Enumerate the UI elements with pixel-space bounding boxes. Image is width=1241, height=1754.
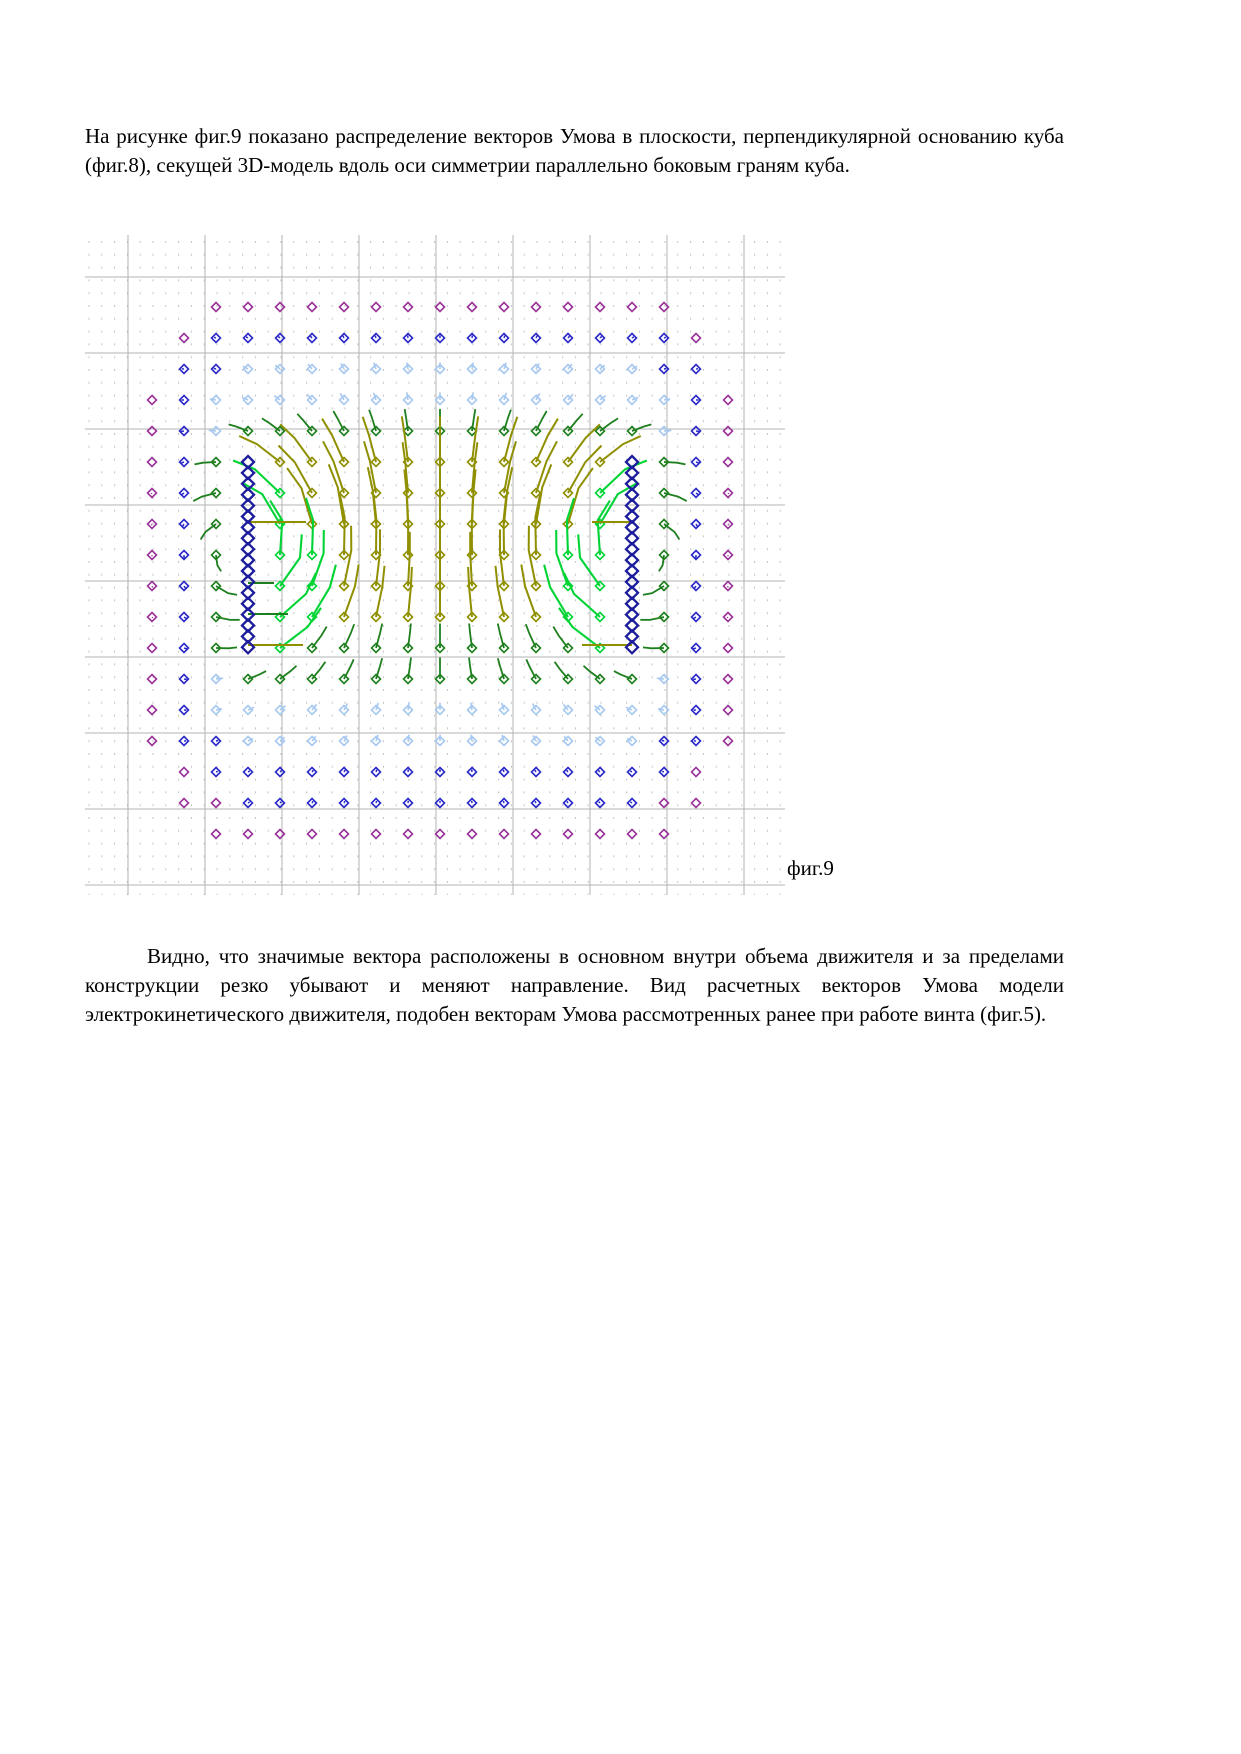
paragraph-intro: На рисунке фиг.9 показано распределение векторов Умова в плоскости, перпендикулярной основанию куба (фиг.8), секущей 3D-модель вдоль оси симметрии параллельно боковым граням куба. [85, 124, 1064, 177]
umov-vector-field-plot [85, 235, 785, 895]
figure-caption: фиг.9 [787, 856, 834, 880]
figure-umov-vector-field [85, 235, 785, 895]
paragraph-discussion: Видно, что значимые вектора расположены в основном внутри объема движителя и за пределами конструкции резко убывают и меняют направление. Вид расчетных векторов Умова модели электрокинетического движителя, подобен векторам Умова рассмотренных ранее при работе винта (фиг.5). [85, 944, 1064, 1026]
